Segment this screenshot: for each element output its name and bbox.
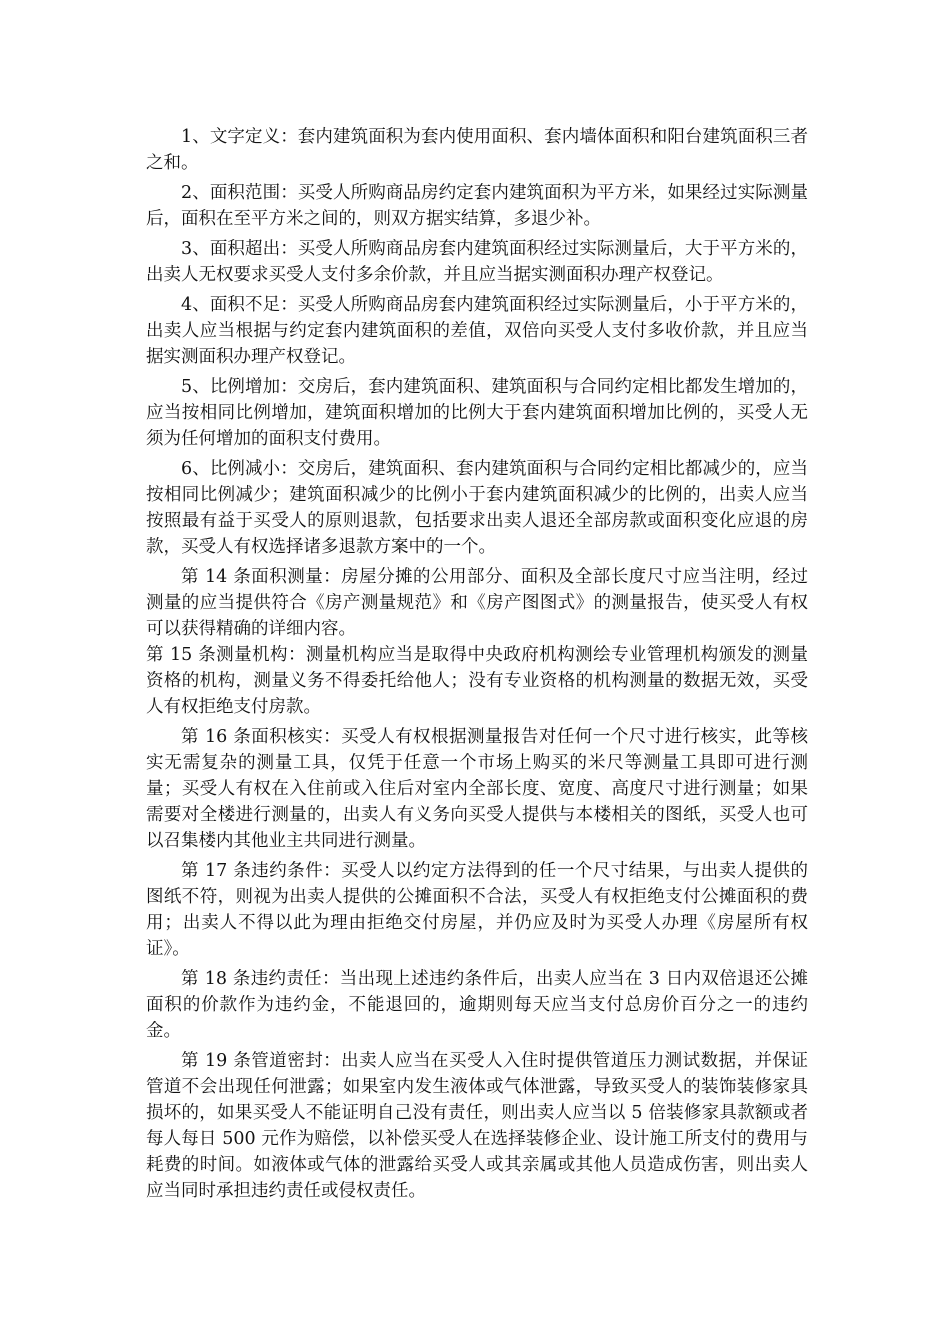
paragraph-article-18: 第 18 条违约责任：当出现上述违约条件后，出卖人应当在 3 日内双倍退还公摊面积的价款作为违约金，不能退回的，逾期则每天应当支付总房价百分之一的违约金。 xyxy=(146,969,808,1041)
paragraph-article-16: 第 16 条面积核实：买受人有权根据测量报告对任何一个尺寸进行核实，此等核实无需复杂的测量工具，仅凭于任意一个市场上购买的米尺等测量工具即可进行测量；买受人有权在入住前或入住后对室内全部长度、宽度、高度尺寸进行测量；如果需要对全楼进行测量的，出卖人有义务向买受人提供与本楼相关的图纸，买受人也可以召集楼内其他业主共同进行测量。 xyxy=(146,727,808,851)
paragraph-ratio-increase: 5、比例增加：交房后，套内建筑面积、建筑面积与合同约定相比都发生增加的，应当按相同比例增加，建筑面积增加的比例大于套内建筑面积增加比例的，买受人无须为任何增加的面积支付费用。 xyxy=(146,377,808,449)
paragraph-article-19: 第 19 条管道密封：出卖人应当在买受人入住时提供管道压力测试数据，并保证管道不会出现任何泄露；如果室内发生液体或气体泄露，导致买受人的装饰装修家具损坏的，如果买受人不能证明自己没有责任，则出卖人应当以 5 倍装修家具款额或者每人每日 500 元作为赔偿，以补偿买受人在选择装修企业、设计施工所支付的费用与耗费的时间。如液体或气体的泄露给买受人或其亲属或其他人员造成伤害，则出卖人应当同时承担违约责任或侵权责任。 xyxy=(146,1051,808,1201)
paragraph-ratio-decrease: 6、比例减小：交房后，建筑面积、套内建筑面积与合同约定相比都减少的，应当按相同比例减少；建筑面积减少的比例小于套内建筑面积减少的比例的，出卖人应当按照最有益于买受人的原则退款，包括要求出卖人退还全部房款或面积变化应退的房款，买受人有权选择诸多退款方案中的一个。 xyxy=(146,459,808,557)
paragraph-article-15: 第 15 条测量机构：测量机构应当是取得中央政府机构测绘专业管理机构颁发的测量资格的机构，测量义务不得委托给他人；没有专业资格的机构测量的数据无效，买受人有权拒绝支付房款。 xyxy=(146,645,808,717)
paragraph-area-shortfall: 4、面积不足：买受人所购商品房套内建筑面积经过实际测量后，小于平方米的，出卖人应当根据与约定套内建筑面积的差值，双倍向买受人支付多收价款，并且应当据实测面积办理产权登记。 xyxy=(146,295,808,367)
paragraph-area-range: 2、面积范围：买受人所购商品房约定套内建筑面积为平方米，如果经过实际测量后，面积在至平方米之间的，则双方据实结算，多退少补。 xyxy=(146,183,808,229)
paragraph-text-definition: 1、文字定义：套内建筑面积为套内使用面积、套内墙体面积和阳台建筑面积三者之和。 xyxy=(146,127,808,173)
document-body xyxy=(146,124,808,1208)
paragraph-article-17: 第 17 条违约条件：买受人以约定方法得到的任一个尺寸结果，与出卖人提供的图纸不符，则视为出卖人提供的公摊面积不合法，买受人有权拒绝支付公摊面积的费用；出卖人不得以此为理由拒绝交付房屋，并仍应及时为买受人办理《房屋所有权证》。 xyxy=(146,861,808,959)
paragraph-area-excess: 3、面积超出：买受人所购商品房套内建筑面积经过实际测量后，大于平方米的，出卖人无权要求买受人支付多余价款，并且应当据实测面积办理产权登记。 xyxy=(146,239,808,285)
paragraph-article-14: 第 14 条面积测量：房屋分摊的公用部分、面积及全部长度尺寸应当注明，经过测量的应当提供符合《房产测量规范》和《房产图图式》的测量报告，使买受人有权可以获得精确的详细内容。 xyxy=(146,567,808,639)
